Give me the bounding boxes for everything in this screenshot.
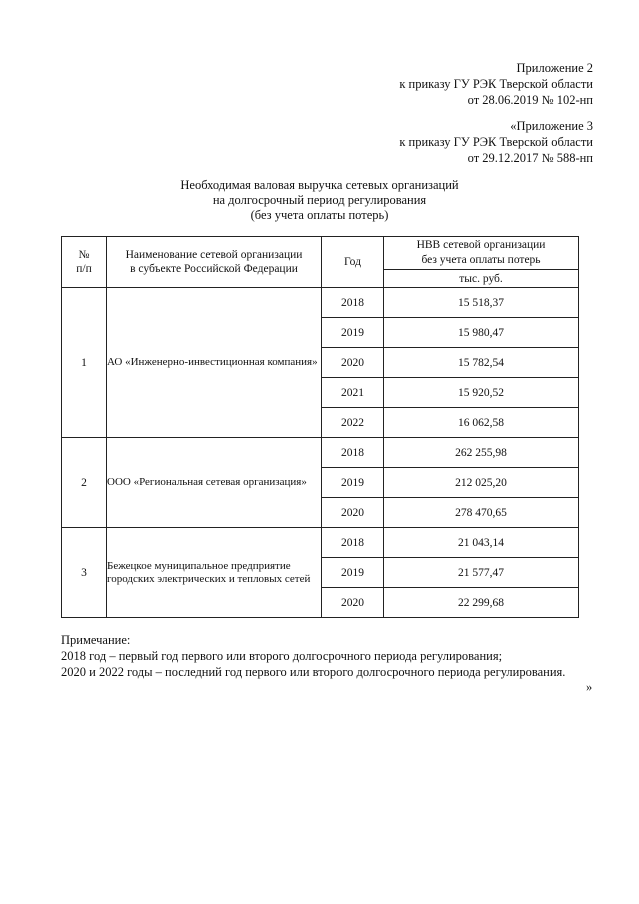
row-number: 2 — [62, 438, 107, 528]
value-cell: 212 025,20 — [384, 468, 579, 498]
header-org — [107, 237, 322, 288]
header-nvv-line: НВВ сетевой организации — [416, 239, 546, 251]
note-label: Примечание: — [61, 633, 131, 647]
header-nvv-line: без учета оплаты потерь — [421, 254, 541, 266]
note-line: 2020 и 2022 годы – последний год первого или второго долгосрочного периода регулирования. — [61, 665, 566, 679]
appendix-3-header — [399, 118, 593, 166]
value-cell: 15 782,54 — [384, 348, 579, 378]
title-line: (без учета оплаты потерь) — [250, 208, 389, 222]
appendix-2-line: от 28.06.2019 № 102-нп — [467, 93, 593, 107]
value-cell: 262 255,98 — [384, 438, 579, 468]
year-cell: 2018 — [322, 288, 384, 318]
title-line: Необходимая валовая выручка сетевых организаций — [180, 178, 459, 192]
table-header-row — [62, 237, 579, 270]
table-row — [62, 438, 579, 468]
year-cell: 2022 — [322, 408, 384, 438]
table-row — [62, 288, 579, 318]
title-line: на долгосрочный период регулирования — [212, 193, 427, 207]
value-cell: 21 577,47 — [384, 558, 579, 588]
row-number: 1 — [62, 288, 107, 438]
value-cell: 15 980,47 — [384, 318, 579, 348]
note-line: 2018 год – первый год первого или второго долгосрочного периода регулирования; — [61, 649, 503, 663]
document-title — [0, 178, 639, 223]
year-cell: 2021 — [322, 378, 384, 408]
value-cell: 21 043,14 — [384, 528, 579, 558]
appendix-2-line: Приложение 2 — [516, 61, 593, 75]
year-cell: 2018 — [322, 438, 384, 468]
header-num — [62, 237, 107, 288]
table-row — [62, 528, 579, 558]
year-cell: 2020 — [322, 588, 384, 618]
value-cell: 22 299,68 — [384, 588, 579, 618]
year-cell: 2018 — [322, 528, 384, 558]
note-block — [61, 632, 565, 680]
appendix-2-line: к приказу ГУ РЭК Тверской области — [399, 77, 593, 91]
row-number: 3 — [62, 528, 107, 618]
year-cell: 2020 — [322, 348, 384, 378]
header-unit: тыс. руб. — [384, 270, 579, 288]
value-cell: 278 470,65 — [384, 498, 579, 528]
year-cell: 2019 — [322, 558, 384, 588]
header-org-line: в субъекте Российской Федерации — [130, 263, 298, 275]
value-cell: 15 518,37 — [384, 288, 579, 318]
year-cell: 2019 — [322, 468, 384, 498]
header-org-line: Наименование сетевой организации — [125, 249, 303, 261]
value-cell: 16 062,58 — [384, 408, 579, 438]
value-cell: 15 920,52 — [384, 378, 579, 408]
appendix-3-line: к приказу ГУ РЭК Тверской области — [399, 135, 593, 149]
year-cell: 2019 — [322, 318, 384, 348]
header-num-line: № — [78, 249, 90, 261]
header-nvv — [384, 237, 579, 270]
year-cell: 2020 — [322, 498, 384, 528]
header-num-line: п/п — [76, 263, 92, 275]
nvv-table — [61, 236, 579, 618]
appendix-2-header — [399, 60, 593, 108]
org-name: ООО «Региональная сетевая организация» — [107, 438, 322, 528]
org-name: Бежецкое муниципальное предприятие городских электрических и тепловых сетей — [107, 528, 322, 618]
appendix-3-line: от 29.12.2017 № 588-нп — [467, 151, 593, 165]
appendix-3-line: «Приложение 3 — [510, 119, 593, 133]
org-name: АО «Инженерно-инвестиционная компания» — [107, 288, 322, 438]
closing-quote: » — [586, 680, 593, 694]
header-year: Год — [322, 237, 384, 288]
